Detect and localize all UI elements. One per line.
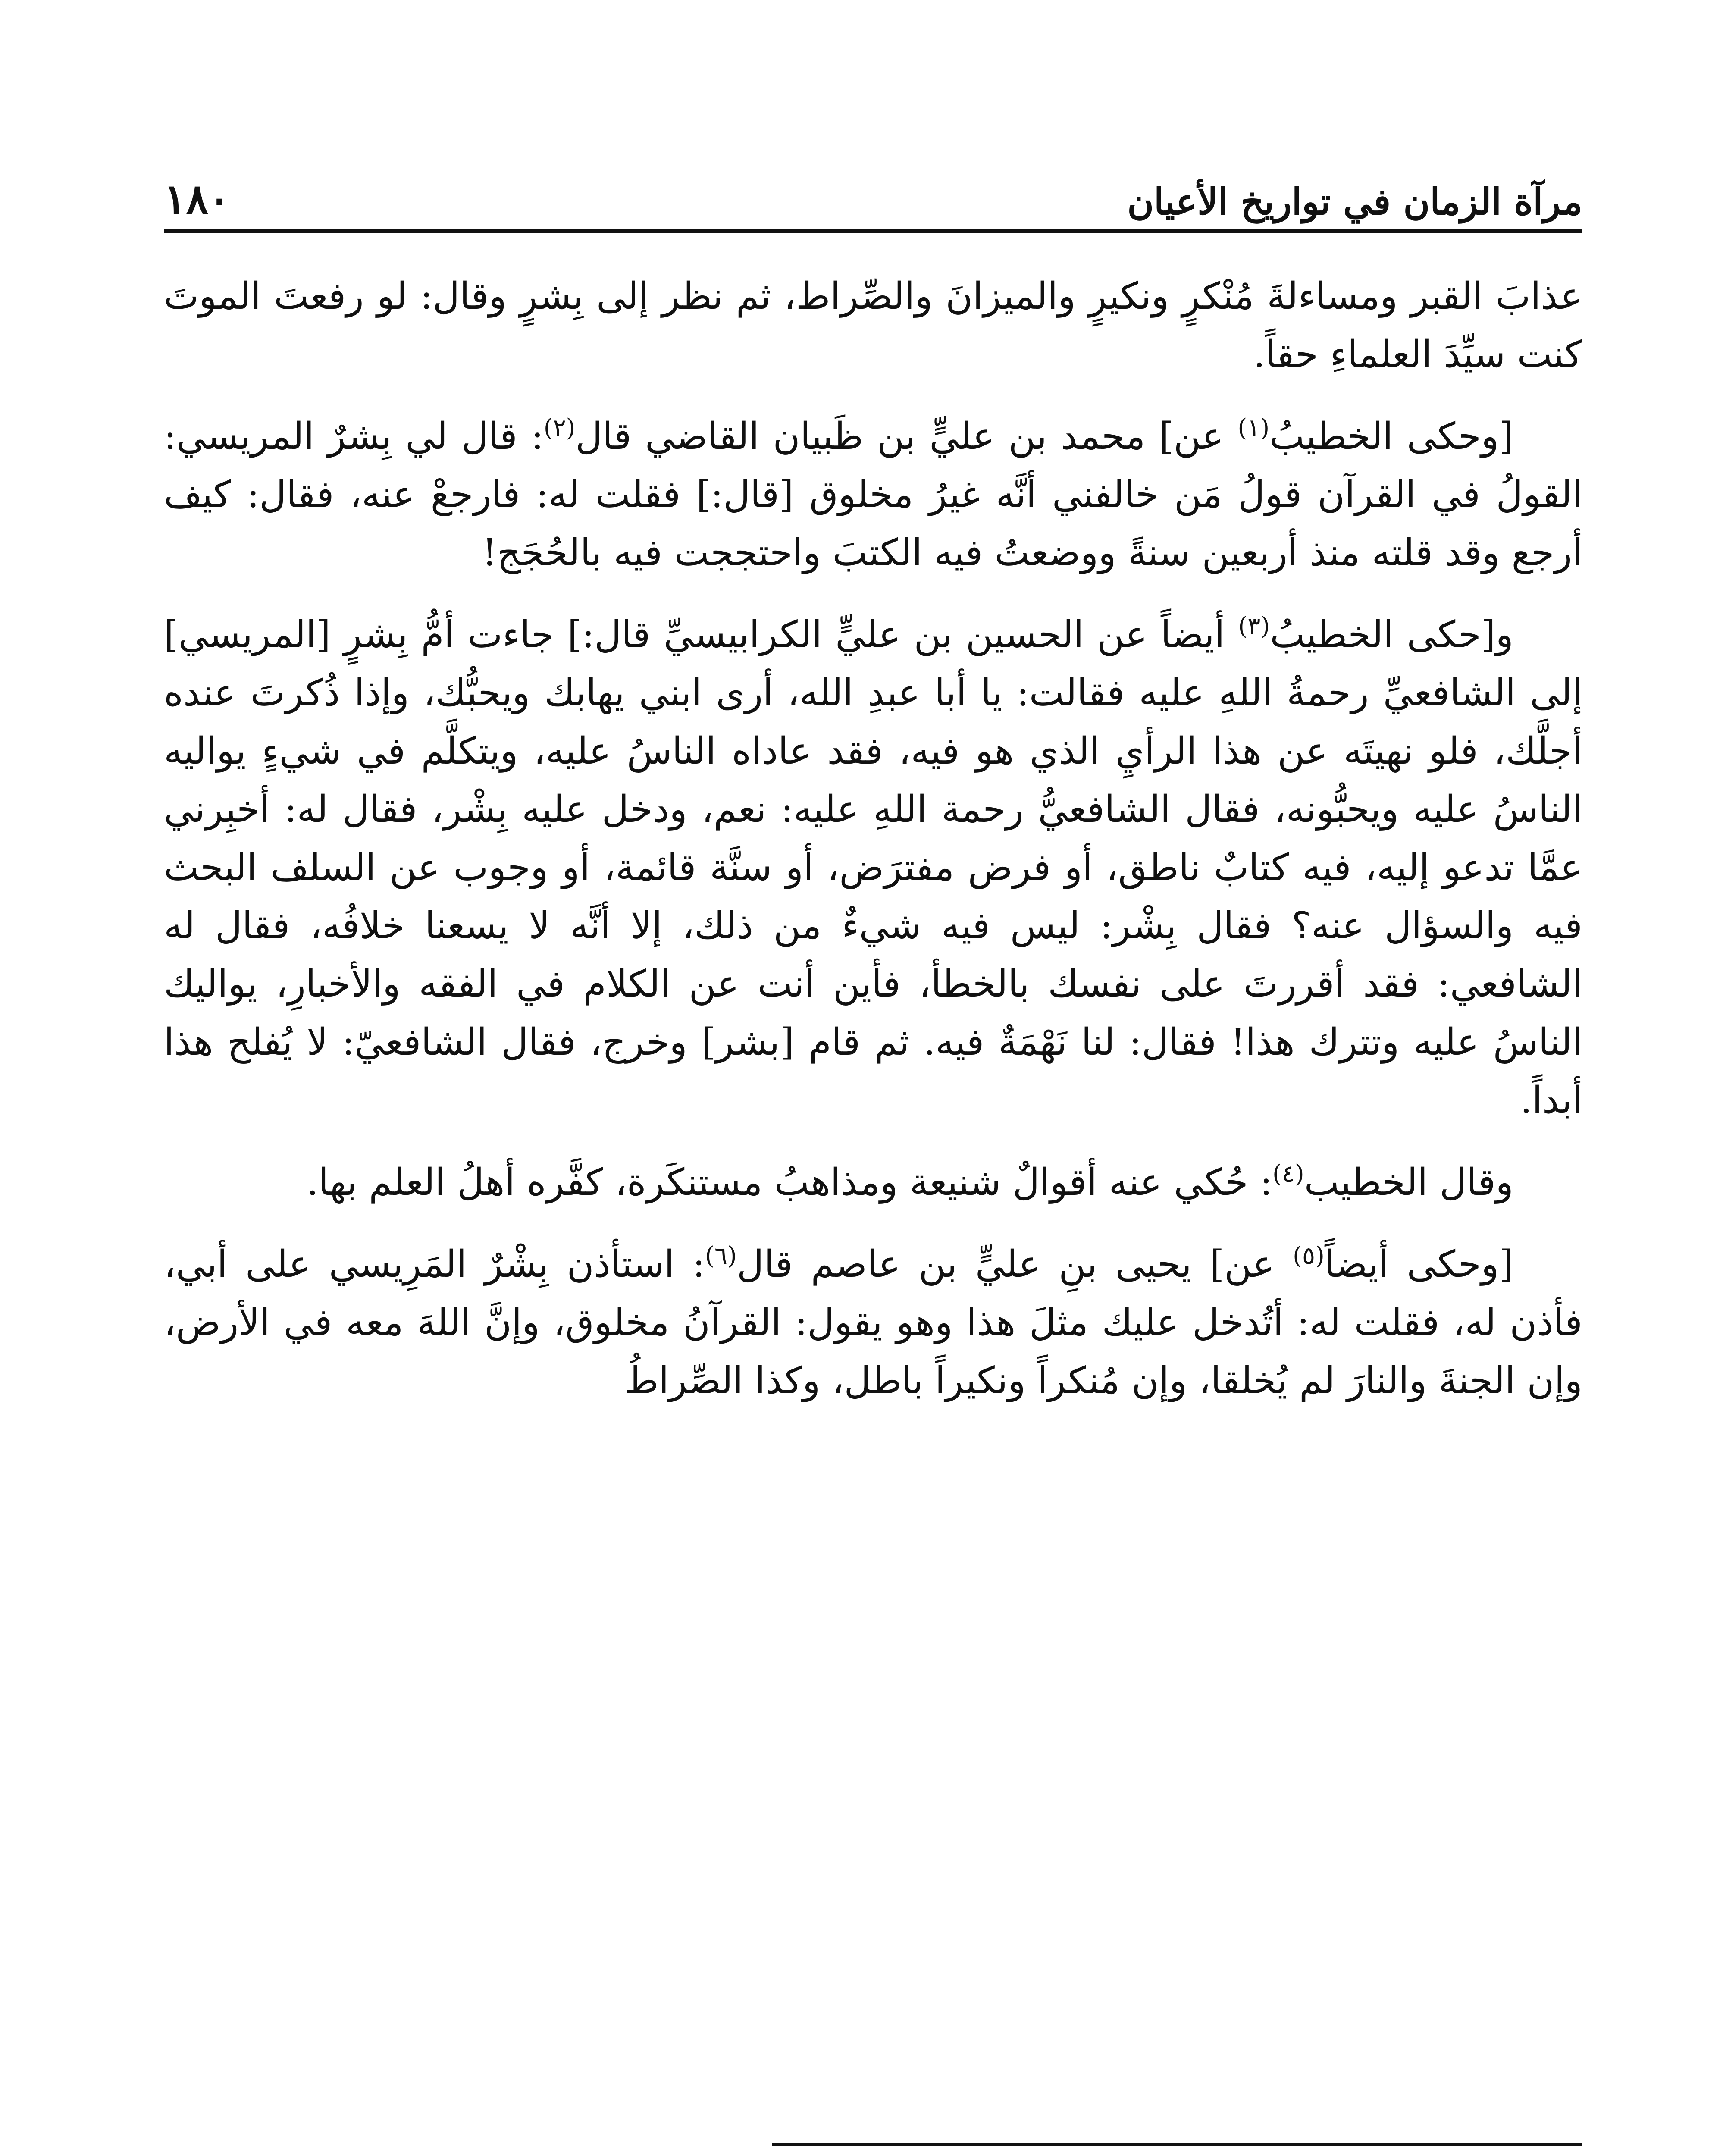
paragraph-4 — [164, 1153, 1582, 1212]
footnote-separator — [772, 2143, 1582, 2146]
book-title: مرآة الزمان في تواريخ الأعيان — [1127, 180, 1582, 223]
footnote-ref-4: (٤) — [1272, 1160, 1304, 1188]
paragraph-text: : قال لي بِشرٌ المريسي: القولُ في القرآن قولُ مَن خالفني أنَّه غيرُ مخلوق [قال:] فقلت له: فارجعْ عنه، فقال: كيف أرجع وقد قلته منذ أربعين سنةً ووضعتُ فيه الكتبَ واحتججت فيه بالحُجَج! — [164, 415, 1582, 574]
footnote-ref-3: (٣) — [1238, 612, 1270, 640]
paragraph-text: عن] يحيى بنِ عليٍّ بن عاصم قال — [736, 1243, 1293, 1286]
paragraph-text: وقال الخطيب — [1304, 1161, 1513, 1204]
book-page — [164, 142, 1582, 2156]
paragraph-3 — [164, 606, 1582, 1130]
main-text — [164, 267, 1582, 1410]
running-header — [164, 142, 1582, 224]
paragraph-text: [وحكى أيضاً — [1324, 1243, 1513, 1286]
paragraph-text: [وحكى الخطيبُ — [1269, 415, 1513, 458]
page-number: ١٨٠ — [164, 175, 231, 223]
footnote-ref-6: (٦) — [705, 1242, 737, 1270]
footnote-ref-5: (٥) — [1293, 1242, 1325, 1270]
footnote-ref-2: (٢) — [543, 414, 576, 442]
paragraph-1 — [164, 267, 1582, 384]
paragraph-text: عن] محمد بن عليٍّ بن ظَبيان القاضي قال — [575, 415, 1238, 458]
paragraph-text: و[حكى الخطيبُ — [1270, 613, 1513, 656]
paragraph-2 — [164, 407, 1582, 582]
paragraph-text: : استأذن بِشْرٌ المَرِيسي على أبي، فأذن له، فقلت له: أتُدخل عليك مثلَ هذا وهو يقول: القرآنُ مخلوق، وإنَّ اللهَ معه في الأرض، وإن الجنةَ والنارَ لم يُخلقا، وإن مُنكراً ونكيراً باطل، وكذا الصِّراطُ — [164, 1243, 1582, 1402]
footnote-ref-1: (١) — [1237, 414, 1270, 442]
paragraph-text: : حُكي عنه أقوالٌ شنيعة ومذاهبُ مستنكَرة، كفَّره أهلُ العلم بها. — [306, 1161, 1272, 1204]
paragraph-text: عذابَ القبر ومساءلةَ مُنْكرٍ ونكيرٍ والميزانَ والصِّراط، ثم نظر إلى بِشرٍ وقال: لو رفعتَ الموتَ كنت سيِّدَ العلماءِ حقاً. — [164, 275, 1582, 376]
paragraph-text: أيضاً عن الحسين بن عليٍّ الكرابيسيِّ قال:] جاءت أمُّ بِشرٍ [المريسي] إلى الشافعيِّ رحمةُ اللهِ عليه فقالت: يا أبا عبدِ الله، أرى ابني يهابك ويحبُّك، وإذا ذُكرتَ عنده أجلَّك، فلو نهيتَه عن هذا الرأيِ الذي هو فيه، فقد عاداه الناسُ عليه، ويتكلَّم في شيءٍ يواليه الناسُ عليه ويحبُّونه، فقال الشافعيُّ رحمة اللهِ عليه: نعم، ودخل عليه بِشْر، فقال له: أخبِرني عمَّا تدعو إليه، فيه كتابٌ ناطق، أو فرض مفترَض، أو سنَّة قائمة، أو وجوب عن السلف البحث فيه والسؤال عنه؟ فقال بِشْر: ليس فيه شيءٌ من ذلك، إلا أنَّه لا يسعنا خلافُه، فقال له الشافعي: فقد أقررتَ على نفسك بالخطأ، فأين أنت عن الكلام في الفقه والأخبارِ، يواليك الناسُ عليه وتترك هذا! فقال: لنا نَهْمَةٌ فيه. ثم قام [بشر] وخرج، فقال الشافعيّ: لا يُفلح هذا أبداً. — [164, 613, 1582, 1122]
paragraph-5 — [164, 1235, 1582, 1410]
header-rule — [164, 229, 1582, 233]
